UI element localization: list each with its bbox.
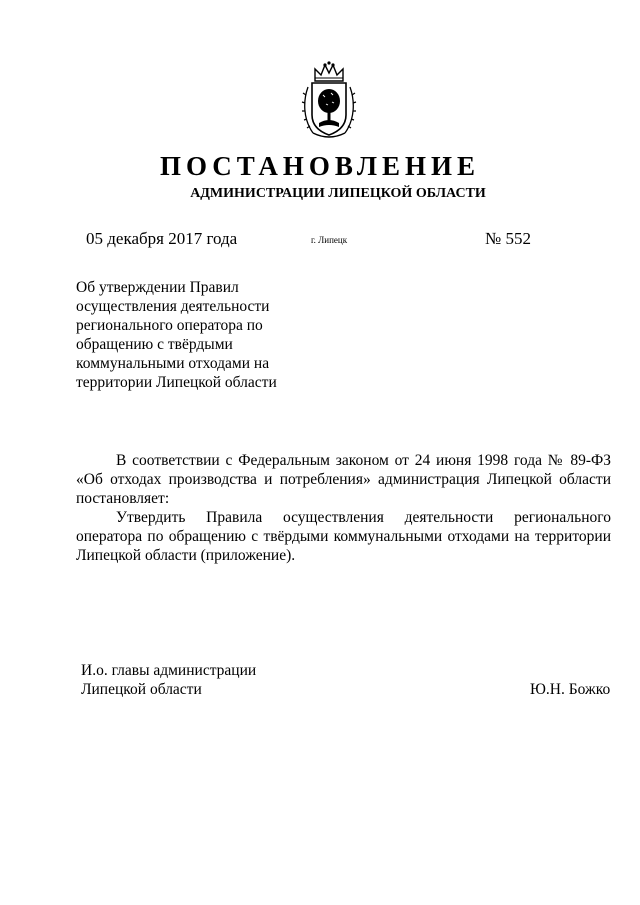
document-date: 05 декабря 2017 года xyxy=(86,229,238,248)
subject-line: Об утверждении Правил xyxy=(76,279,239,296)
issuing-authority: АДМИНИСТРАЦИИ ЛИПЕЦКОЙ ОБЛАСТИ xyxy=(190,186,486,201)
document-number: № 552 xyxy=(485,229,531,248)
document-body xyxy=(76,451,611,565)
signatory-position-line: И.о. главы администрации xyxy=(81,662,257,679)
document-city: г. Липецк xyxy=(311,235,348,245)
subject-line: регионального оператора по xyxy=(76,317,263,334)
subject-line: территории Липецкой области xyxy=(76,374,277,391)
preamble-paragraph: В соответствии с Федеральным законом от 24 июня 1998 года № 89-ФЗ «Об отходах производства и потребления» администрация Липецкой области постановляет: xyxy=(76,452,611,507)
subject-line: коммунальными отходами на xyxy=(76,355,270,372)
signatory-position-line: Липецкой области xyxy=(81,681,202,698)
document-subject xyxy=(76,278,286,392)
signatory-name: Ю.Н. Божко xyxy=(530,681,611,698)
document-title: ПОСТАНОВЛЕНИЕ xyxy=(159,151,481,181)
resolution-paragraph: Утвердить Правила осуществления деятельности регионального оператора по обращению с твёрдыми коммунальными отходами на территории Липецкой области (приложение). xyxy=(76,509,611,564)
coat-of-arms-icon xyxy=(301,61,357,143)
subject-line: обращению с твёрдыми xyxy=(76,336,233,353)
subject-line: осуществления деятельности xyxy=(76,298,270,315)
signatory-position xyxy=(81,661,256,699)
